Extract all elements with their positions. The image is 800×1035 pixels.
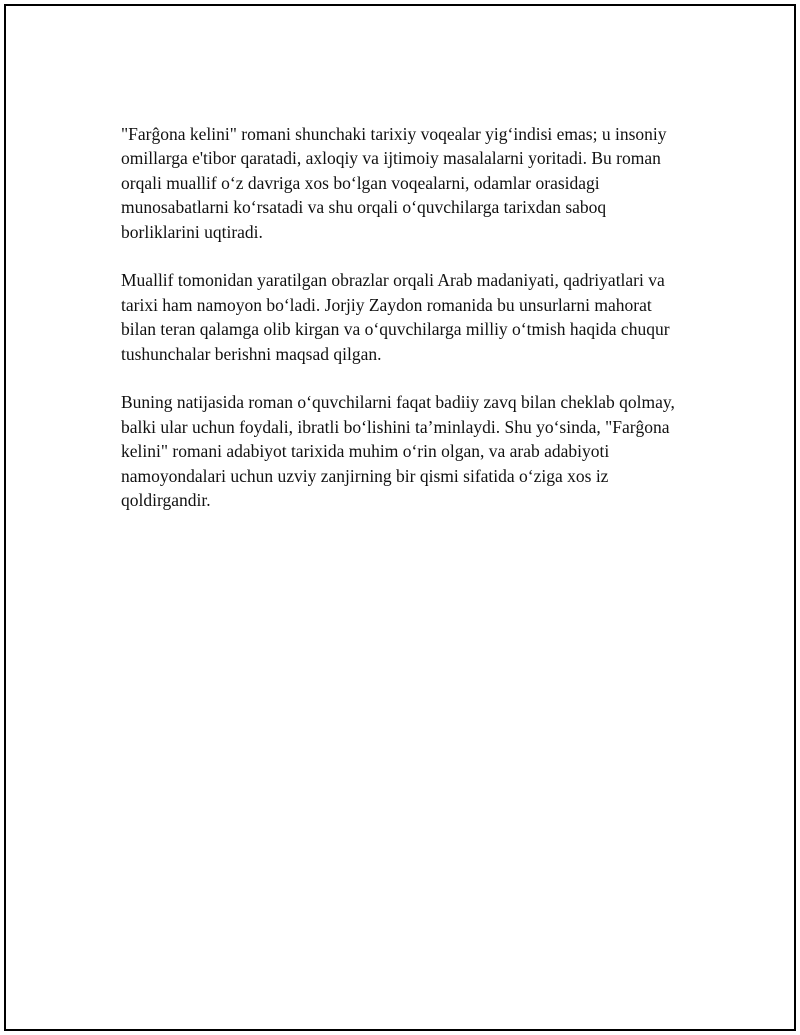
paragraph: Buning natijasida roman oʻquvchilarni faqat badiiy zavq bilan cheklab qolmay, balki ular uchun foydali, ibratli boʻlishini ta’minlaydi. Shu yoʻsinda, "Farĝona kelini" romani adabiyot tarixida muhim oʻrin olgan, va arab adabiyoti namoyondalari uchun uzviy zanjirning bir qismi sifatida oʻziga xos iz qoldirgandir. (121, 392, 675, 511)
document-body (121, 122, 681, 537)
document-page (4, 4, 796, 1031)
paragraph: Muallif tomonidan yaratilgan obrazlar orqali Arab madaniyati, qadriyatlari va tarixi ham namoyon boʻladi. Jorjiy Zaydon romanida bu unsurlarni mahorat bilan teran qalamga olib kirgan va oʻquvchilarga milliy oʻtmish haqida chuqur tushunchalar berishni maqsad qilgan. (121, 270, 670, 364)
paragraph: "Farĝona kelini" romani shunchaki tarixiy voqealar yigʻindisi emas; u insoniy omillarga e'tibor qaratadi, axloqiy va ijtimoiy masalalarni yoritadi. Bu roman orqali muallif oʻz davriga xos boʻlgan voqealarni, odamlar orasidagi munosabatlarni koʻrsatadi va shu orqali oʻquvchilarga tarixdan saboq borliklarini uqtiradi. (121, 124, 667, 242)
